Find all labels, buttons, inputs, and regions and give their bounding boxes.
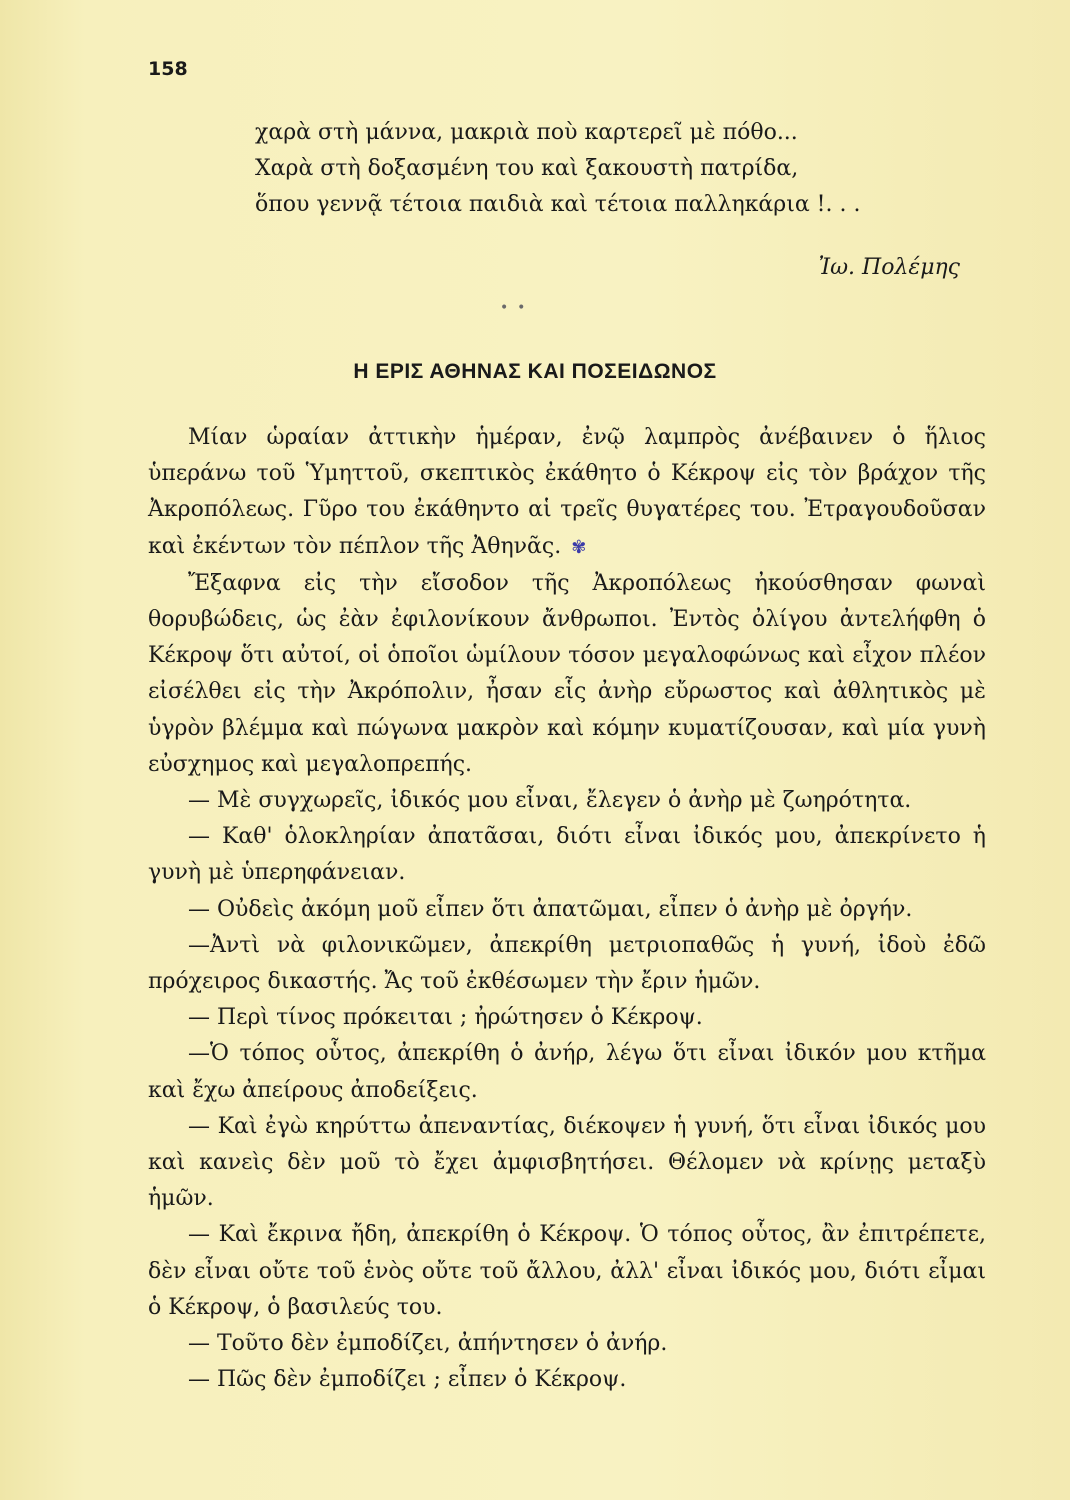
dialogue-line: — Μὲ συγχωρεῖς, ἰδικός μου εἶναι, ἔλεγεν ὁ ἀνὴρ μὲ ζωηρότητα. (188, 788, 912, 814)
dialogue-line: — Καὶ ἐγὼ κηρύττω ἀπεναντίας, διέκοψεν ἡ γυνή, ὅτι εἶναι ἰδικός μου καὶ κανεὶς δὲν μοῦ τὸ ἔχει ἀμφισβητήσει. Θέλομεν νὰ κρίνῃς μεταξὺ ἡμῶν. (148, 1113, 986, 1212)
page-number: 158 (148, 58, 188, 80)
dialogue-line: — Καὶ ἔκρινα ἤδη, ἀπεκρίθη ὁ Κέκροψ. Ὁ τόπος οὗτος, ἂν ἐπιτρέπετε, δὲν εἶναι οὔτε τοῦ ἑνὸς οὔτε τοῦ ἄλλου, ἀλλ' εἶναι ἰδικός μου, διότι εἶμαι ὁ Κέκροψ, ὁ βασιλεύς του. (148, 1222, 986, 1320)
paragraph: Ἔξαφνα εἰς τὴν εἴσοδον τῆς Ἀκροπόλεως ἠκούσθησαν φωναὶ θορυβώδεις, ὡς ἐὰν ἐφιλονίκουν ἄνθρωποι. Ἐντὸς ὀλίγου ἀντελήφθη ὁ Κέκροψ ὅτι αὐτοί, οἱ ὁποῖοι ὡμίλουν τόσον μεγαλοφώνως καὶ εἶχον πλέον εἰσέλθει εἰς τὴν Ἀκρόπολιν, ἦσαν εἷς ἀνὴρ εὔρωστος καὶ ἀθλητικὸς μὲ ὑγρὸν βλέμμα καὶ πώγωνα μακρὸν καὶ κόμην κυματίζουσαν, καὶ μία γυνὴ εὐσχημος καὶ μεγαλοπρεπής. (148, 570, 986, 777)
poem-line: ὅπου γεννᾷ τέτοια παιδιὰ καὶ τέτοια παλληκάρια !. . . (255, 192, 861, 217)
poem-author: Ἰω. Πολέμης (818, 255, 960, 280)
paragraph: Μίαν ὡραίαν ἀττικὴν ἡμέραν, ἐνῷ λαμπρὸς ἀνέβαινεν ὁ ἥλιος ὑπεράνω τοῦ Ὑμηττοῦ, σκεπτικὸς ἐκάθητο ὁ Κέκροψ εἰς τὸν βράχον τῆς Ἀκροπόλεως. Γῦρο του ἐκάθηντο αἱ τρεῖς θυγατέρες του. Ἐτραγουδοῦσαν καὶ ἐκέντων τὸν πέπλον τῆς Ἀθηνᾶς. ✾ (148, 425, 986, 559)
poem-excerpt (255, 115, 860, 223)
dialogue-line: — Τοῦτο δὲν ἐμποδίζει, ἀπήντησεν ὁ ἀνήρ. (188, 1331, 668, 1357)
dialogue-line: — Περὶ τίνος πρόκειται ; ἠρώτησεν ὁ Κέκροψ. (188, 1005, 703, 1031)
story-text (148, 420, 986, 1398)
section-heading: Η ΕΡΙΣ ΑΘΗΝΑΣ ΚΑΙ ΠΟΣΕΙΔΩΝΟΣ (353, 360, 717, 383)
dialogue-line: — Πῶς δὲν ἐμποδίζει ; εἶπεν ὁ Κέκροψ. (188, 1367, 627, 1393)
poem-line: Χαρὰ στὴ δοξασμένη του καὶ ξακουστὴ πατρίδα, (255, 156, 799, 181)
dialogue-line: —Ὁ τόπος οὗτος, ἀπεκρίθη ὁ ἀνήρ, λέγω ὅτι εἶναι ἰδικόν μου κτῆμα καὶ ἔχω ἀπείρους ἀποδείξεις. (148, 1041, 986, 1103)
ink-stamp-icon: ✾ (571, 536, 587, 558)
dialogue-line: —Ἀντὶ νὰ φιλονικῶμεν, ἀπεκρίθη μετριοπαθῶς ἡ γυνή, ἰδοὺ ἐδῶ πρόχειρος δικαστής. Ἄς τοῦ ἐκθέσωμεν τὴν ἔριν ἡμῶν. (148, 932, 986, 995)
dialogue-line: — Οὐδεὶς ἀκόμη μοῦ εἶπεν ὅτι ἀπατῶμαι, εἶπεν ὁ ἀνὴρ μὲ ὀργήν. (188, 896, 913, 922)
ornament-dots: • • (500, 300, 526, 316)
dialogue-line: — Καθ' ὁλοκληρίαν ἀπατᾶσαι, διότι εἶναι ἰδικός μου, ἀπεκρίνετο ἡ γυνὴ μὲ ὑπερηφάνειαν. (148, 824, 986, 886)
poem-line: χαρὰ στὴ μάννα, μακριὰ ποὺ καρτερεῖ μὲ πόθο... (255, 120, 798, 145)
